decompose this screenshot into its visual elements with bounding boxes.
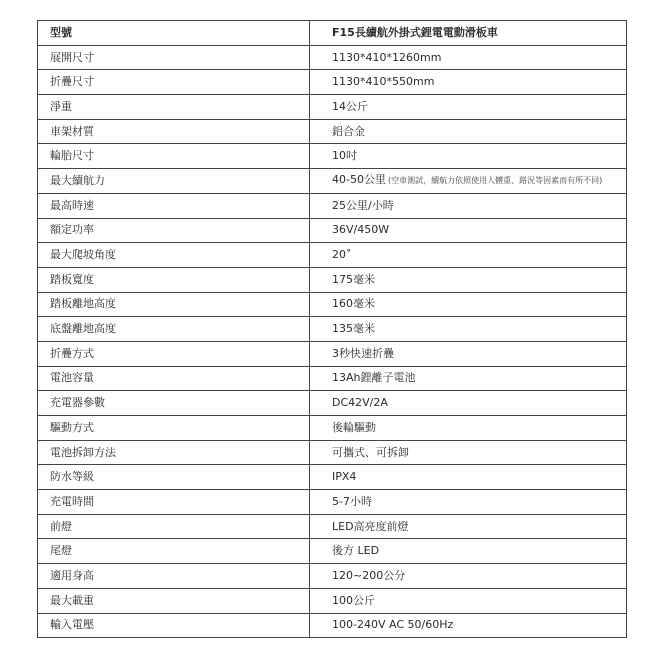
table-row — [38, 243, 627, 268]
row-label: 踏板寬度 — [38, 267, 310, 292]
row-value: 1130*410*550mm — [310, 70, 627, 95]
range-note: (空車測試，續航力依照使用人體重、路況等因素而有所不同) — [387, 176, 603, 186]
row-label: 底盤離地高度 — [38, 317, 310, 342]
row-label: 充電時間 — [38, 490, 310, 515]
row-label: 輪胎尺寸 — [38, 144, 310, 169]
row-label: 踏板離地高度 — [38, 292, 310, 317]
table-row — [38, 539, 627, 564]
row-value: 1130*410*1260mm — [310, 45, 627, 70]
row-value: LED高亮度前燈 — [310, 514, 627, 539]
row-value: 160毫米 — [310, 292, 627, 317]
table-row — [38, 144, 627, 169]
row-value: 10吋 — [310, 144, 627, 169]
row-value: 5-7小時 — [310, 490, 627, 515]
row-value-with-note — [310, 169, 627, 194]
table-row — [38, 613, 627, 638]
row-value: 3秒快速折疊 — [310, 341, 627, 366]
table-row — [38, 391, 627, 416]
row-value: 後輪驅動 — [310, 416, 627, 441]
row-value: 25公里/小時 — [310, 193, 627, 218]
table-row — [38, 218, 627, 243]
spec-table — [37, 20, 627, 638]
table-row — [38, 416, 627, 441]
table-row — [38, 70, 627, 95]
row-value: 175毫米 — [310, 267, 627, 292]
header-label: 型號 — [38, 21, 310, 46]
table-row — [38, 465, 627, 490]
table-row — [38, 95, 627, 120]
table-row — [38, 45, 627, 70]
row-label: 最大爬坡角度 — [38, 243, 310, 268]
row-value: IPX4 — [310, 465, 627, 490]
table-row — [38, 366, 627, 391]
row-label: 展開尺寸 — [38, 45, 310, 70]
row-value: 14公斤 — [310, 95, 627, 120]
row-label: 充電器參數 — [38, 391, 310, 416]
row-value: 鋁合金 — [310, 119, 627, 144]
row-value: 36V/450W — [310, 218, 627, 243]
header-value: F15長續航外掛式鋰電電動滑板車 — [310, 21, 627, 46]
row-label: 折疊尺寸 — [38, 70, 310, 95]
row-label: 前燈 — [38, 514, 310, 539]
table-row — [38, 564, 627, 589]
row-label: 適用身高 — [38, 564, 310, 589]
table-row — [38, 193, 627, 218]
row-value: 100公斤 — [310, 588, 627, 613]
table-row — [38, 588, 627, 613]
table-row — [38, 341, 627, 366]
row-value: 100-240V AC 50/60Hz — [310, 613, 627, 638]
row-label: 最大載重 — [38, 588, 310, 613]
table-row — [38, 440, 627, 465]
table-row — [38, 169, 627, 194]
row-label: 驅動方式 — [38, 416, 310, 441]
row-label: 車架材質 — [38, 119, 310, 144]
row-label: 防水等級 — [38, 465, 310, 490]
row-label: 額定功率 — [38, 218, 310, 243]
table-row — [38, 292, 627, 317]
row-label: 輸入電壓 — [38, 613, 310, 638]
row-value: 可攜式、可拆卸 — [310, 440, 627, 465]
row-label: 電池拆卸方法 — [38, 440, 310, 465]
row-label: 尾燈 — [38, 539, 310, 564]
row-label: 折疊方式 — [38, 341, 310, 366]
table-row — [38, 317, 627, 342]
table-header-row — [38, 21, 627, 46]
row-value: 135毫米 — [310, 317, 627, 342]
table-row — [38, 267, 627, 292]
table-row — [38, 119, 627, 144]
row-value: 後方 LED — [310, 539, 627, 564]
row-value: 20˚ — [310, 243, 627, 268]
row-label: 電池容量 — [38, 366, 310, 391]
table-row — [38, 490, 627, 515]
row-label: 淨重 — [38, 95, 310, 120]
row-value: 40-50公里 — [332, 173, 386, 187]
row-value: 120~200公分 — [310, 564, 627, 589]
row-value: 13Ah鋰離子電池 — [310, 366, 627, 391]
table-row — [38, 514, 627, 539]
row-value: DC42V/2A — [310, 391, 627, 416]
row-label: 最大續航力 — [38, 169, 310, 194]
row-label: 最高時速 — [38, 193, 310, 218]
